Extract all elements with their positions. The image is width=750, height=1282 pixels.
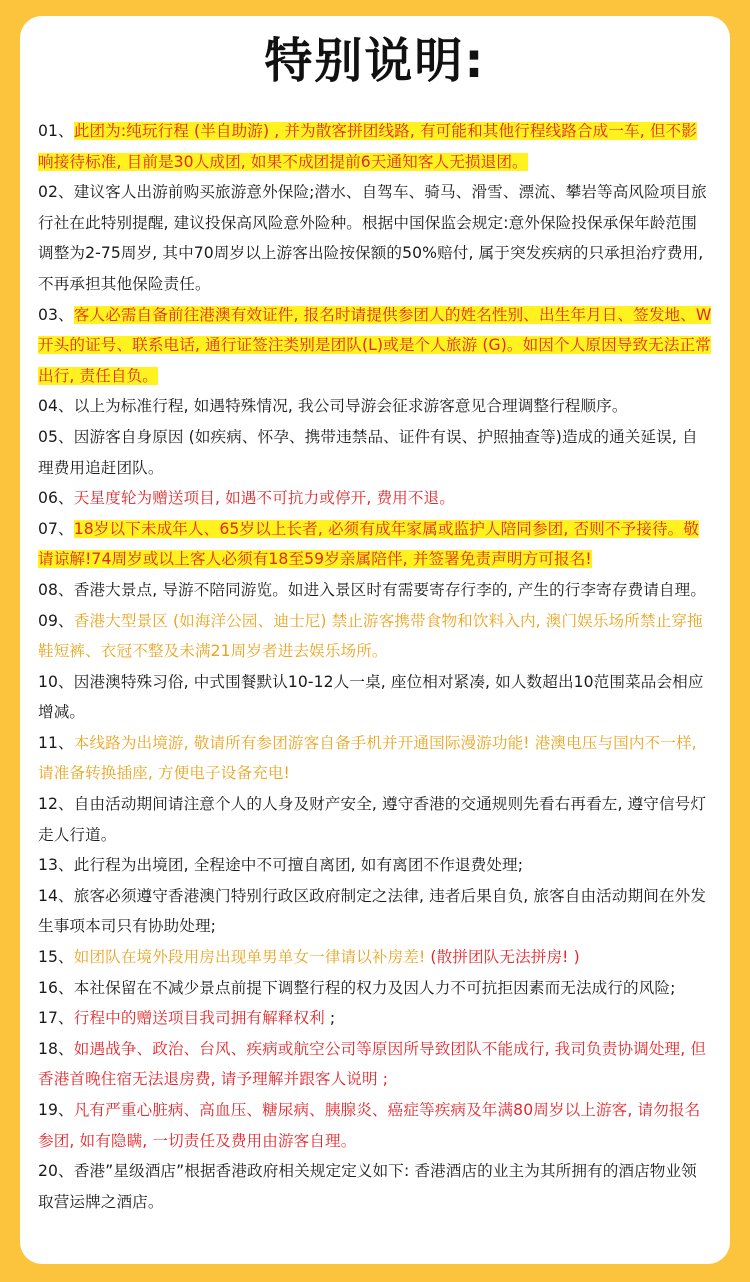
note-number: 19、	[38, 1101, 74, 1119]
note-item-15	[38, 942, 712, 973]
note-text: 客人必需自备前往港澳有效证件, 报名时请提供参团人的姓名性别、出生年月日、签发地、W开头的证号、联系电话, 通行证签注类别是团队(L)或是个人旅游 (G)。如因个人原因导致无法正常出行, 责任自负。	[38, 305, 712, 385]
note-number: 10、	[38, 672, 74, 691]
note-item-2	[38, 177, 712, 299]
note-text: 天星度轮为赠送项目, 如遇不可抗力或停开, 费用不退。	[73, 489, 455, 508]
note-text: 此团为:纯玩行程 (半自助游) , 并为散客拼团线路, 有可能和其他行程线路合成一车, 但不影响接待标准, 目前是30人成团, 如果不成团提前6天通知客人无损退团。	[38, 122, 697, 171]
note-item-13	[38, 850, 712, 881]
note-item-14	[38, 881, 712, 942]
note-item-3	[38, 300, 712, 392]
note-text: 旅客必须遵守香港澳门特别行政区政府制定之法律, 违者后果自负, 旅客自由活动期间在外发生事项本司只有协助处理;	[38, 886, 707, 936]
note-number: 18、	[38, 1039, 74, 1058]
note-text: 因游客自身原因 (如疾病、怀孕、携带违禁品、证件有误、护照抽查等)造成的通关延误, 自理费用追赶团队。	[38, 427, 698, 477]
notes-list	[38, 116, 712, 1217]
note-text: 18岁以下未成年人、65岁以上长者, 必须有成年家属或监护人陪同参团, 否则不予接待。敬请谅解!74周岁或以上客人必须有18至59岁亲属陪伴, 并签署免责声明方可报名!	[38, 519, 700, 569]
note-item-8	[38, 575, 712, 606]
note-text: 如遇战争、政治、台风、疾病或航空公司等原因所导致团队不能成行, 我司负责协调处理, 但香港首晚住宿无法退房费, 请予理解并跟客人说明 ;	[38, 1039, 707, 1089]
note-item-1	[38, 116, 712, 177]
note-number: 16、	[38, 978, 74, 997]
note-text: 行程中的赠送项目我司拥有解释权利	[73, 1009, 325, 1028]
note-item-19	[38, 1095, 712, 1156]
note-text: 如团队在境外段用房出现单男单女一律请以补房差!	[73, 948, 431, 967]
note-number: 12、	[38, 795, 74, 814]
note-item-17	[38, 1003, 712, 1034]
note-text: 本线路为出境游, 敬请所有参团游客自备手机并开通国际漫游功能! 港澳电压与国内不一样, 请准备转换插座, 方便电子设备充电!	[38, 733, 697, 783]
note-item-18	[38, 1034, 712, 1095]
note-number: 04、	[38, 397, 74, 416]
note-number: 15、	[38, 948, 74, 967]
note-item-6	[38, 483, 712, 514]
note-text: (散拼团队无法拼房! )	[430, 948, 580, 967]
note-text: 凡有严重心脏病、高血压、糖尿病、胰腺炎、癌症等疾病及年满80周岁以上游客, 请勿报名参团, 如有隐瞒, 一切责任及费用由游客自理。	[38, 1101, 701, 1150]
note-number: 01、	[38, 122, 74, 140]
note-item-5	[38, 422, 712, 483]
note-item-11	[38, 728, 712, 789]
note-text: ;	[324, 1009, 336, 1028]
note-item-12	[38, 789, 712, 850]
note-number: 07、	[38, 519, 74, 538]
note-number: 14、	[38, 886, 74, 905]
note-item-4	[38, 391, 712, 422]
note-number: 09、	[38, 611, 74, 630]
note-number: 11、	[38, 733, 74, 752]
note-text: 香港”星级酒店”根据香港政府相关规定定义如下: 香港酒店的业主为其所拥有的酒店物业领取营运牌之酒店。	[38, 1162, 697, 1211]
note-text: 此行程为出境团, 全程途中不可擅自离团, 如有离团不作退费处理;	[73, 856, 524, 875]
note-number: 05、	[38, 427, 74, 446]
note-item-16	[38, 973, 712, 1004]
note-number: 17、	[38, 1009, 74, 1028]
note-item-9	[38, 606, 712, 667]
note-text: 因港澳特殊习俗, 中式围餐默认10-12人一桌, 座位相对紧凑, 如人数超出10范围菜品会相应增减。	[38, 672, 704, 722]
note-text: 以上为标准行程, 如遇特殊情况, 我公司导游会征求游客意见合理调整行程顺序。	[73, 397, 628, 416]
note-text: 建议客人出游前购买旅游意外保险;潜水、自驾车、骑马、滑雪、漂流、攀岩等高风险项目旅行社在此特别提醒, 建议投保高风险意外险种。根据中国保监会规定:意外保险投保承保年龄范围调整为2-75周岁, 其中70周岁以上游客出险按保额的50%赔付, 属于突发疾病的只承担治疗费用, 不再承担其他保险责任。	[38, 183, 707, 293]
page-title: 特别说明:	[264, 33, 486, 89]
note-text: 自由活动期间请注意个人的人身及财产安全, 遵守香港的交通规则先看右再看左, 遵守信号灯走人行道。	[38, 795, 707, 844]
notice-card	[20, 16, 730, 1264]
note-item-20	[38, 1156, 712, 1217]
note-text: 香港大景点, 导游不陪同游览。如进入景区时有需要寄存行李的, 产生的行李寄存费请自理。	[73, 580, 707, 599]
note-text: 香港大型景区 (如海洋公园、迪士尼) 禁止游客携带食物和饮料入内, 澳门娱乐场所禁止穿拖鞋短裤、衣冠不整及未满21周岁者进去娱乐场所。	[38, 611, 703, 661]
note-number: 08、	[38, 580, 74, 599]
note-text: 本社保留在不减少景点前提下调整行程的权力及因人力不可抗拒因素而无法成行的风险;	[73, 978, 676, 997]
note-number: 20、	[38, 1162, 74, 1181]
note-item-10	[38, 667, 712, 728]
note-item-7	[38, 514, 712, 575]
note-number: 03、	[38, 305, 74, 324]
note-number: 02、	[38, 183, 74, 202]
note-number: 13、	[38, 856, 74, 875]
note-number: 06、	[38, 489, 74, 508]
